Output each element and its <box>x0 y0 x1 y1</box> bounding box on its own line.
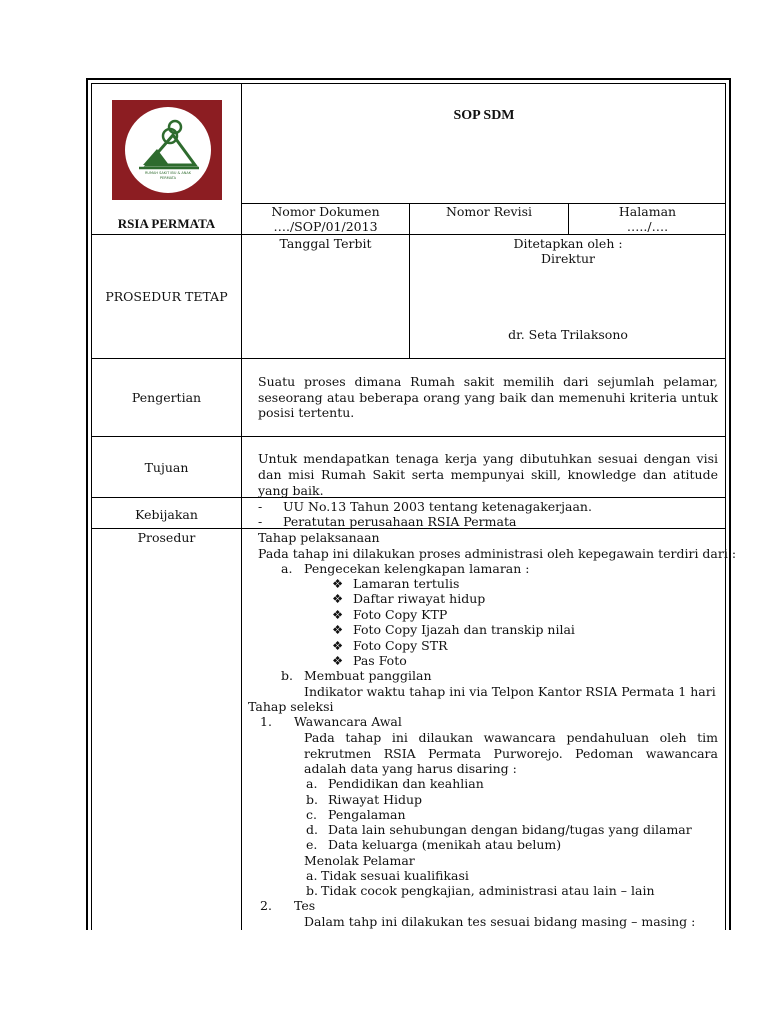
nomor-dokumen-label: Nomor Dokumen <box>271 204 380 219</box>
menolak-item: Tidak sesuai kualifikasi <box>321 868 469 883</box>
item-a-marker: a. <box>281 561 293 576</box>
org-name: RSIA PERMATA <box>117 216 216 231</box>
a-list-item: Foto Copy Ijazah dan transkip nilai <box>353 622 575 637</box>
menolak-title: Menolak Pelamar <box>304 853 415 868</box>
bullet-icon: ❖ <box>332 638 344 653</box>
tanggal-terbit-label: Tanggal Terbit <box>279 236 372 251</box>
tahap-pelaksanaan: Tahap pelaksanaan <box>258 530 380 545</box>
kebijakan-dash-2: - <box>258 514 263 529</box>
tujuan-text: Untuk mendapatkan tenaga kerja yang dibutuhkan sesuai dengan visi dan misi Rumah Sakit serta mempunyai skill, knowledge dan atitude yang baik. <box>258 451 718 498</box>
a-list-item: Pas Foto <box>353 653 407 668</box>
menolak-item-marker: b. <box>306 883 318 898</box>
a-list-item: Daftar riwayat hidup <box>353 591 486 606</box>
bullet-icon: ❖ <box>332 653 344 668</box>
doc-title: SOP SDM <box>453 108 515 123</box>
s1-item-marker: e. <box>306 837 318 852</box>
ditetapkan-label: Ditetapkan oleh : <box>513 236 623 251</box>
item-a-title: Pengecekan kelengkapan lamaran : <box>304 561 530 576</box>
s1-item-marker: c. <box>306 807 317 822</box>
s1-marker: 1. <box>260 714 272 729</box>
s1-item: Data lain sehubungan dengan bidang/tugas yang dilamar <box>328 822 692 837</box>
menolak-item-marker: a. <box>306 868 318 883</box>
inner-border-top <box>91 83 726 84</box>
s1-item: Pendidikan dan keahlian <box>328 776 484 791</box>
kebijakan-label: Kebijakan <box>135 507 198 522</box>
pengertian-text: Suatu proses dimana Rumah sakit memilih dari sejumlah pelamar, seseorang atau beberapa orang yang baik dan memenuhi kriteria untuk posisi tertentu. <box>258 374 718 420</box>
tujuan-label: Tujuan <box>144 460 189 475</box>
outer-border-right <box>729 78 731 930</box>
s1-item-marker: b. <box>306 792 318 807</box>
halaman-label: Halaman <box>618 204 677 219</box>
row-divider-2 <box>92 358 726 359</box>
item-b-marker: b. <box>281 668 293 683</box>
hospital-logo <box>112 100 222 200</box>
kebijakan-dash-1: - <box>258 499 263 514</box>
s1-item: Data keluarga (menikah atau belum) <box>328 837 562 852</box>
s2-marker: 2. <box>260 898 272 913</box>
s1-title: Wawancara Awal <box>294 714 402 729</box>
s1-item: Riwayat Hidup <box>328 792 423 807</box>
bullet-icon: ❖ <box>332 622 344 637</box>
kebijakan-item-1: UU No.13 Tahun 2003 tentang ketenagakerjaan. <box>283 499 592 514</box>
nomor-revisi-label: Nomor Revisi <box>445 204 533 219</box>
bullet-icon: ❖ <box>332 607 344 622</box>
s2-title: Tes <box>294 898 316 913</box>
kebijakan-item-2: Peratutan perusahaan RSIA Permata <box>283 514 517 529</box>
a-list-item: Lamaran tertulis <box>353 576 460 591</box>
item-b-title: Membuat panggilan <box>304 668 432 683</box>
nomor-dokumen-value: …./SOP/01/2013 <box>273 219 378 234</box>
a-list-item: Foto Copy STR <box>353 638 448 653</box>
item-b-indicator: Indikator waktu tahap ini via Telpon Kantor RSIA Permata 1 hari <box>304 684 716 699</box>
s1-item: Pengalaman <box>328 807 406 822</box>
row-divider-1 <box>92 234 726 235</box>
s1-item-marker: d. <box>306 822 318 837</box>
logo-caption: RUMAH SAKIT IBU & ANAK PERMATA <box>144 171 192 180</box>
s2-text: Dalam tahp ini dilakukan tes sesuai bidang masing – masing : <box>304 914 696 929</box>
outer-border-left <box>86 78 88 930</box>
halaman-value: …../…. <box>626 219 669 234</box>
outer-border-top <box>86 78 731 80</box>
menolak-item: Tidak cocok pengkajian, administrasi atau lain – lain <box>321 883 655 898</box>
logo-emblem <box>125 107 211 193</box>
bullet-icon: ❖ <box>332 576 344 591</box>
bullet-icon: ❖ <box>332 591 344 606</box>
prosedur-tetap-label: PROSEDUR TETAP <box>105 289 228 304</box>
row-divider-3 <box>92 436 726 437</box>
a-list-item: Foto Copy KTP <box>353 607 448 622</box>
prosedur-label: Prosedur <box>137 530 196 545</box>
s1-item-marker: a. <box>306 776 318 791</box>
tahap-seleksi: Tahap seleksi <box>248 699 334 714</box>
direktur-label: Direktur <box>540 251 596 266</box>
prosedur-intro: Pada tahap ini dilakukan proses administrasi oleh kepegawain terdiri dari : <box>258 546 737 561</box>
signatory-name: dr. Seta Trilaksono <box>508 327 628 342</box>
s1-text: Pada tahap ini dilaukan wawancara pendahuluan oleh tim rekrutmen RSIA Permata Purworejo. Pedoman wawancara adalah data yang harus disaring : <box>304 730 718 776</box>
pengertian-label: Pengertian <box>131 390 202 405</box>
